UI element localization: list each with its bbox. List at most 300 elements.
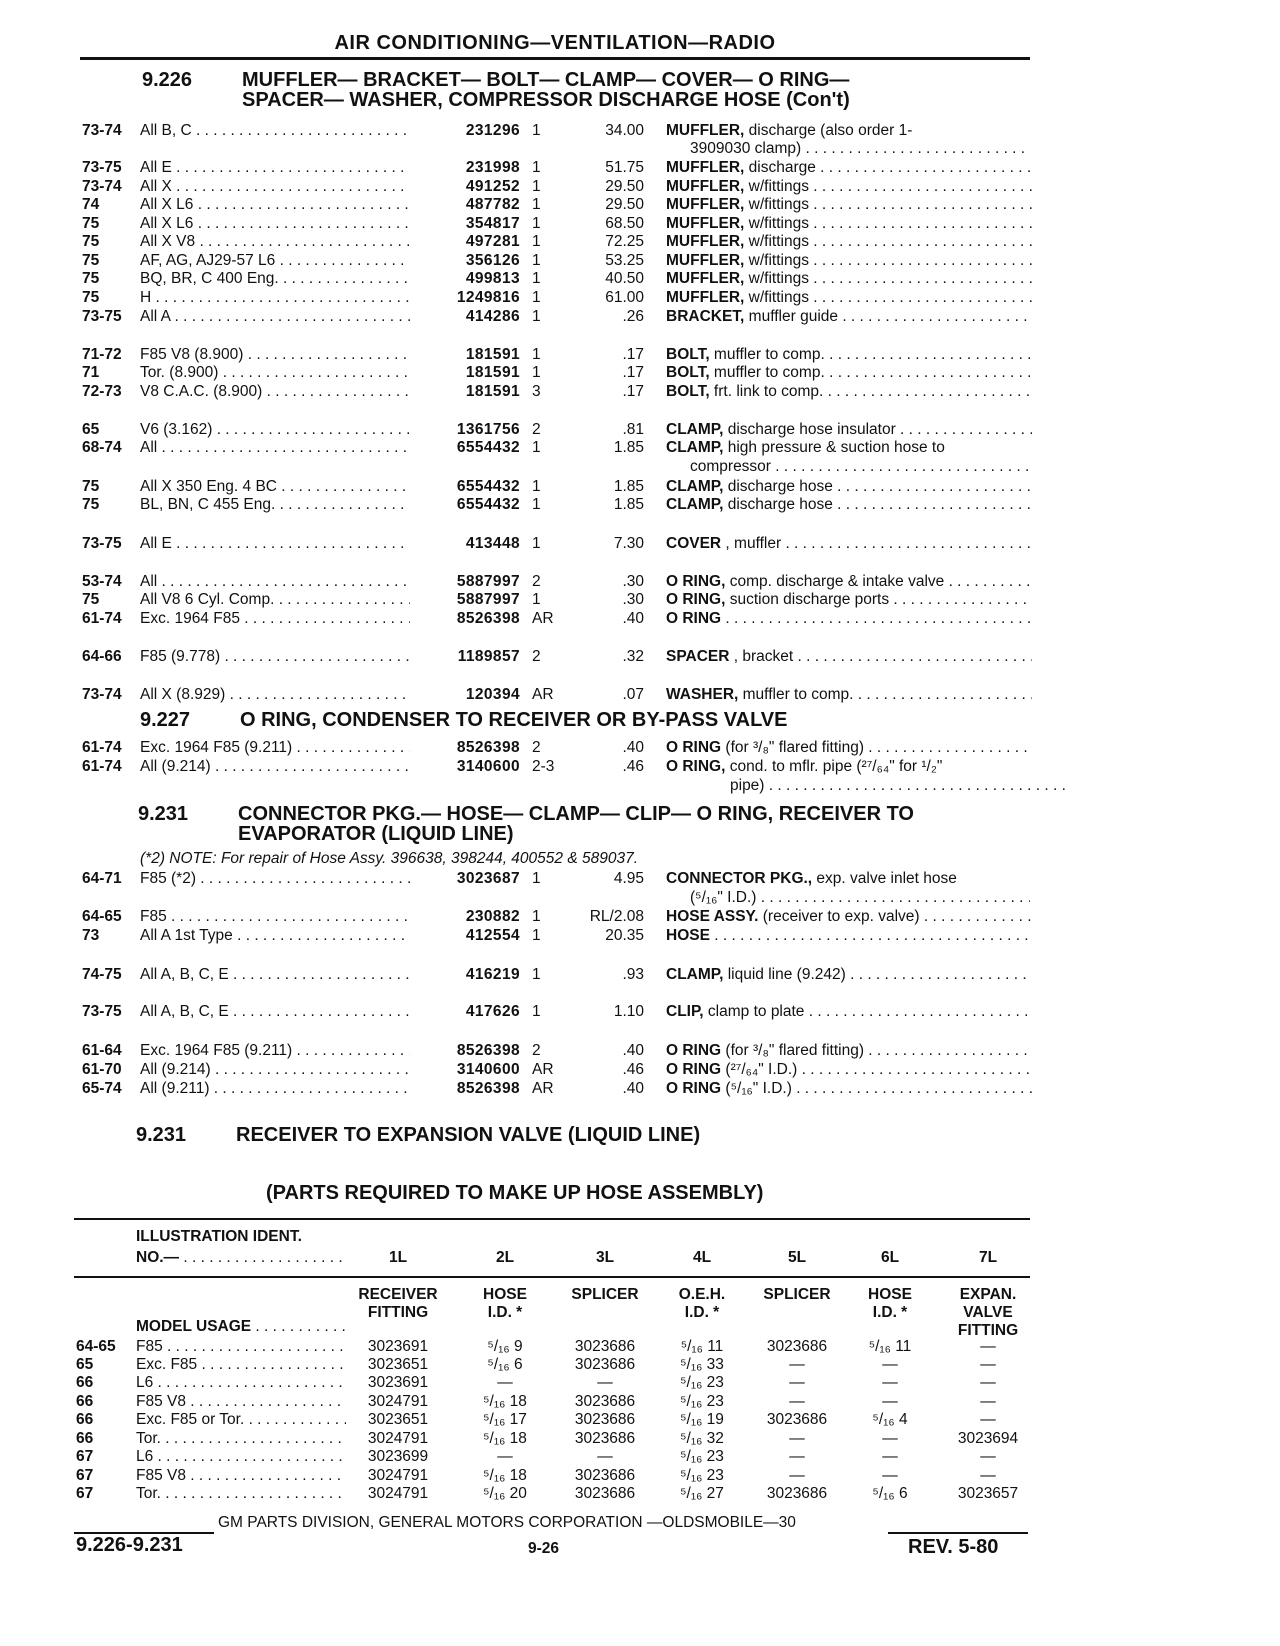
- price: 29.50: [605, 196, 644, 213]
- part-name: MUFFLER,: [666, 196, 745, 213]
- quantity: 2: [532, 573, 541, 590]
- quantity: 1: [532, 122, 541, 139]
- table-subtitle: (PARTS REQUIRED TO MAKE UP HOSE ASSEMBLY): [266, 1182, 764, 1204]
- part-detail: cond. to mflr. pipe (²⁷/₆₄" for ¹/₂": [725, 758, 943, 775]
- part-number: 1361756: [456, 421, 520, 438]
- model-application: All X 350 Eng. 4 BC . . .: [140, 477, 410, 496]
- quantity: 1: [532, 478, 541, 495]
- column-subheader: HOSE I.D. *: [483, 1286, 527, 1321]
- quantity: 2: [532, 648, 541, 665]
- section-title: MUFFLER— BRACKET— BOLT— CLAMP— COVER— O RING—: [242, 69, 850, 91]
- cell-4l: ⁵/₁₆ 11: [680, 1338, 724, 1355]
- quantity: 1: [532, 178, 541, 195]
- part-detail: muffler to comp.: [709, 364, 825, 381]
- part-number: 5887997: [456, 591, 520, 608]
- part-description: [666, 869, 1032, 888]
- model-year: 68-74: [82, 439, 122, 456]
- model-usage: Exc. F85 . . .: [136, 1356, 346, 1374]
- part-description: [666, 965, 1032, 984]
- model-application: BQ, BR, C 400 Eng. . . .: [140, 269, 410, 288]
- part-name: O RING: [666, 610, 722, 627]
- price: 68.50: [605, 215, 644, 232]
- model-application: All . . .: [140, 572, 410, 591]
- part-name: O RING,: [666, 591, 726, 608]
- cell-1l: 3023699: [367, 1448, 429, 1465]
- cell-6l: ⁵/₁₆ 11: [868, 1338, 912, 1355]
- part-number: 491252: [465, 178, 520, 195]
- quantity: 2: [532, 739, 541, 756]
- model-usage: F85 V8 . . .: [136, 1393, 346, 1411]
- part-row: [0, 307, 1280, 326]
- section-title-cont: SPACER— WASHER, COMPRESSOR DISCHARGE HOSE (Con't): [242, 89, 850, 111]
- cell-5l: 3023686: [766, 1411, 828, 1428]
- cell-7l: —: [980, 1448, 996, 1465]
- cell-6l: —: [882, 1374, 898, 1391]
- part-name: COVER: [666, 535, 722, 552]
- column-subheader: EXPAN. VALVE FITTING: [957, 1286, 1019, 1339]
- column-2l: 2L: [495, 1249, 515, 1266]
- cell-3l: 3023686: [574, 1485, 636, 1502]
- description-continuation: pipe) . . .: [730, 776, 1070, 795]
- cell-5l: —: [789, 1374, 805, 1391]
- quantity: AR: [532, 686, 554, 703]
- part-row: [0, 869, 1280, 888]
- quantity: 1: [532, 289, 541, 306]
- cell-4l: ⁵/₁₆ 23: [680, 1467, 724, 1484]
- model-year: 71-72: [82, 346, 122, 363]
- cell-6l: —: [882, 1467, 898, 1484]
- part-detail: muffler guide: [744, 308, 839, 325]
- part-row: [0, 177, 1280, 196]
- quantity: 1: [532, 159, 541, 176]
- part-number: 487782: [465, 196, 520, 213]
- price: .26: [622, 308, 644, 325]
- part-name: MUFFLER,: [666, 252, 745, 269]
- part-row: [0, 121, 1280, 140]
- price: 1.85: [613, 496, 644, 513]
- model-application: Tor. (8.900) . . .: [140, 363, 410, 382]
- cell-5l: —: [789, 1356, 805, 1373]
- cell-1l: 3023651: [367, 1411, 429, 1428]
- ident-no-label: NO.— . . .: [136, 1249, 346, 1267]
- model-application: F85 (9.778) . . .: [140, 647, 410, 666]
- part-detail: (for ³/₈" flared fitting): [721, 1042, 864, 1059]
- part-row: [0, 363, 1280, 382]
- model-usage: L6 . . .: [136, 1374, 346, 1392]
- part-row: [0, 907, 1280, 926]
- section-title: CONNECTOR PKG.— HOSE— CLAMP— CLIP— O RING, RECEIVER TO: [238, 803, 914, 825]
- model-year: 67: [76, 1485, 94, 1502]
- price: 1.85: [613, 478, 644, 495]
- model-year: 65: [82, 421, 100, 438]
- cell-5l: 3023686: [766, 1338, 828, 1355]
- model-year: 75: [82, 215, 100, 232]
- part-row: [0, 495, 1280, 514]
- part-description: [666, 685, 1032, 704]
- part-description: [666, 1079, 1032, 1098]
- part-name: O RING: [666, 1042, 722, 1059]
- part-detail: discharge: [744, 159, 816, 176]
- part-description: [666, 572, 1032, 591]
- part-number: 8526398: [456, 1042, 520, 1059]
- part-row: [0, 232, 1280, 251]
- cell-6l: —: [882, 1356, 898, 1373]
- hose-table-row: [0, 1448, 1280, 1466]
- part-name: MUFFLER,: [666, 289, 745, 306]
- model-application: All B, C . . .: [140, 121, 410, 140]
- cell-3l: —: [597, 1374, 613, 1391]
- part-detail: muffler to comp.: [709, 346, 825, 363]
- model-year: 73-74: [82, 686, 122, 703]
- footer-section-range: 9.226-9.231: [76, 1534, 183, 1556]
- cell-6l: —: [882, 1448, 898, 1465]
- part-row: [0, 647, 1280, 666]
- part-name: BOLT,: [666, 383, 710, 400]
- cell-2l: ⁵/₁₆ 9: [487, 1338, 523, 1355]
- cell-1l: 3024791: [367, 1485, 429, 1502]
- part-detail: (⁵/₁₆" I.D.): [721, 1080, 792, 1097]
- part-number: 181591: [465, 383, 520, 400]
- part-name: CLAMP,: [666, 421, 724, 438]
- cell-2l: ⁵/₁₆ 17: [483, 1411, 527, 1428]
- quantity: 1: [532, 870, 541, 887]
- cell-2l: ⁵/₁₆ 18: [483, 1393, 527, 1410]
- part-name: O RING: [666, 1080, 722, 1097]
- part-description: [666, 251, 1032, 270]
- part-detail: (receiver to exp. valve): [758, 908, 920, 925]
- part-description: [666, 1041, 1032, 1060]
- cell-1l: 3024791: [367, 1467, 429, 1484]
- part-description: [666, 214, 1032, 233]
- part-row: [0, 382, 1280, 401]
- column-6l: 6L: [880, 1249, 900, 1266]
- price: 1.10: [613, 1003, 644, 1020]
- footer-rule-right: [888, 1532, 1028, 1534]
- cell-4l: ⁵/₁₆ 19: [680, 1411, 724, 1428]
- quantity: 1: [532, 496, 541, 513]
- part-detail: exp. valve inlet hose: [812, 870, 957, 887]
- description-continuation: 3909030 clamp) . . .: [690, 139, 1030, 158]
- model-application: AF, AG, AJ29-57 L6 . . .: [140, 251, 410, 270]
- column-1l: 1L: [388, 1249, 408, 1266]
- quantity: 1: [532, 233, 541, 250]
- quantity: 1: [532, 308, 541, 325]
- part-row: [0, 1060, 1280, 1079]
- model-year: 75: [82, 478, 100, 495]
- part-name: MUFFLER,: [666, 233, 745, 250]
- model-year: 67: [76, 1467, 94, 1484]
- footer-publisher: GM PARTS DIVISION, GENERAL MOTORS CORPORATION —OLDSMOBILE—30: [218, 1514, 796, 1531]
- quantity: 2-3: [532, 758, 555, 775]
- model-year: 74-75: [82, 966, 122, 983]
- quantity: 1: [532, 591, 541, 608]
- part-description: [666, 1002, 1032, 1021]
- model-year: 75: [82, 496, 100, 513]
- part-name: CONNECTOR PKG.,: [666, 870, 813, 887]
- model-year: 61-64: [82, 1042, 122, 1059]
- part-name: HOSE ASSY.: [666, 908, 759, 925]
- part-row: [0, 288, 1280, 307]
- page-number: 9-26: [528, 1540, 560, 1557]
- cell-3l: —: [597, 1448, 613, 1465]
- price: .81: [622, 421, 644, 438]
- model-year: 61-74: [82, 610, 122, 627]
- cell-3l: 3023686: [574, 1356, 636, 1373]
- part-name: CLAMP,: [666, 496, 724, 513]
- column-5l: 5L: [787, 1249, 807, 1266]
- model-usage: Exc. F85 or Tor. . . .: [136, 1411, 346, 1429]
- price: 72.25: [605, 233, 644, 250]
- model-year: 75: [82, 252, 100, 269]
- price: .30: [622, 591, 644, 608]
- part-number: 1189857: [457, 648, 520, 665]
- part-description: [666, 926, 1032, 945]
- part-row: [0, 757, 1280, 776]
- cell-7l: —: [980, 1356, 996, 1373]
- part-detail: w/fittings: [744, 289, 809, 306]
- part-number: 8526398: [456, 739, 520, 756]
- column-subheader: HOSE I.D. *: [868, 1286, 912, 1321]
- model-application: All X (8.929) . . .: [140, 685, 410, 704]
- model-year: 64-71: [82, 870, 122, 887]
- model-usage-label: MODEL USAGE . . .: [136, 1318, 346, 1336]
- cell-2l: —: [497, 1448, 513, 1465]
- part-detail: w/fittings: [744, 178, 809, 195]
- part-detail: w/fittings: [744, 196, 809, 213]
- part-detail: , muffler: [721, 535, 782, 552]
- quantity: 1: [532, 270, 541, 287]
- quantity: 3: [532, 383, 541, 400]
- model-application: All X L6 . . .: [140, 195, 410, 214]
- part-number: 8526398: [456, 1080, 520, 1097]
- part-row: [0, 477, 1280, 496]
- model-application: All A, B, C, E . . .: [140, 1002, 410, 1021]
- model-usage: L6 . . .: [136, 1448, 346, 1466]
- part-name: MUFFLER,: [666, 270, 745, 287]
- part-detail: frt. link to comp.: [709, 383, 824, 400]
- price: .40: [622, 1080, 644, 1097]
- part-number: 414286: [465, 308, 520, 325]
- cell-3l: 3023686: [574, 1411, 636, 1428]
- part-row: [0, 609, 1280, 628]
- part-detail: liquid line (9.242): [723, 966, 846, 983]
- part-row: [0, 438, 1280, 457]
- part-detail: w/fittings: [744, 233, 809, 250]
- quantity: 1: [532, 439, 541, 456]
- description-continuation: compressor . . .: [690, 457, 1030, 476]
- column-4l: 4L: [692, 1249, 712, 1266]
- model-application: F85 . . .: [140, 907, 410, 926]
- price: .40: [622, 610, 644, 627]
- part-description: [666, 363, 1032, 382]
- model-application: All (9.214) . . .: [140, 1060, 410, 1079]
- part-number: 3140600: [456, 1061, 520, 1078]
- repair-note: (*2) NOTE: For repair of Hose Assy. 396638, 398244, 400552 & 589037.: [140, 850, 639, 867]
- cell-7l: —: [980, 1338, 996, 1355]
- hose-table-row: [0, 1374, 1280, 1392]
- section-title: RECEIVER TO EXPANSION VALVE (LIQUID LINE): [236, 1124, 701, 1146]
- price: 61.00: [605, 289, 644, 306]
- cell-5l: —: [789, 1448, 805, 1465]
- model-year: 73-75: [82, 1003, 122, 1020]
- table-top-rule: [74, 1218, 1030, 1220]
- model-application: F85 V8 (8.900) . . .: [140, 345, 410, 364]
- cell-4l: ⁵/₁₆ 33: [680, 1356, 724, 1373]
- column-subheader: RECEIVER FITTING: [358, 1286, 438, 1321]
- quantity: 1: [532, 966, 541, 983]
- part-detail: (for ³/₈" flared fitting): [721, 739, 864, 756]
- description-continuation: (⁵/₁₆" I.D.) . . .: [690, 888, 1030, 907]
- part-name: CLAMP,: [666, 439, 724, 456]
- part-description: [666, 382, 1032, 401]
- price: 20.35: [605, 927, 644, 944]
- cell-1l: 3024791: [367, 1393, 429, 1410]
- part-description: [666, 477, 1032, 496]
- cell-4l: ⁵/₁₆ 32: [680, 1430, 724, 1447]
- part-name: O RING,: [666, 573, 726, 590]
- part-detail: , bracket: [729, 648, 794, 665]
- part-detail: suction discharge ports: [725, 591, 890, 608]
- model-year: 73-75: [82, 308, 122, 325]
- model-application: Exc. 1964 F85 (9.211) . . .: [140, 1041, 410, 1060]
- part-row: [0, 1002, 1280, 1021]
- part-number: 120394: [465, 686, 520, 703]
- part-description: [666, 158, 1032, 177]
- section-title: O RING, CONDENSER TO RECEIVER OR BY-PASS VALVE: [240, 709, 788, 731]
- part-description: [666, 269, 1032, 288]
- model-application: All (9.214) . . .: [140, 757, 410, 776]
- model-usage: Tor. . . .: [136, 1430, 346, 1448]
- page-header: AIR CONDITIONING—VENTILATION—RADIO: [334, 32, 776, 54]
- cell-2l: —: [497, 1374, 513, 1391]
- quantity: AR: [532, 610, 554, 627]
- cell-3l: 3023686: [574, 1467, 636, 1484]
- model-year: 75: [82, 591, 100, 608]
- cell-6l: —: [882, 1430, 898, 1447]
- model-application: H . . .: [140, 288, 410, 307]
- part-row: [0, 251, 1280, 270]
- quantity: 1: [532, 927, 541, 944]
- part-name: O RING: [666, 739, 722, 756]
- quantity: 1: [532, 908, 541, 925]
- quantity: 1: [532, 346, 541, 363]
- model-year: 73-74: [82, 122, 122, 139]
- model-application: All (9.211) . . .: [140, 1079, 410, 1098]
- part-name: SPACER: [666, 648, 730, 665]
- part-row: [0, 1079, 1280, 1098]
- cell-5l: —: [789, 1393, 805, 1410]
- cell-4l: ⁵/₁₆ 23: [680, 1393, 724, 1410]
- model-application: All X V8 . . .: [140, 232, 410, 251]
- model-year: 66: [76, 1430, 94, 1447]
- part-row: [0, 158, 1280, 177]
- section-number: 9.231: [136, 1124, 187, 1146]
- model-year: 53-74: [82, 573, 122, 590]
- part-name: HOSE: [666, 927, 710, 944]
- part-number: 6554432: [456, 496, 520, 513]
- model-usage: F85 V8 . . .: [136, 1467, 346, 1485]
- part-detail: w/fittings: [744, 270, 809, 287]
- cell-6l: —: [882, 1393, 898, 1410]
- part-detail: w/fittings: [744, 252, 809, 269]
- part-name: MUFFLER,: [666, 159, 745, 176]
- column-subheader: O.E.H. I.D. *: [678, 1286, 726, 1321]
- cell-7l: —: [980, 1374, 996, 1391]
- cell-7l: 3023694: [957, 1430, 1019, 1447]
- section-title-cont: EVAPORATOR (LIQUID LINE): [238, 823, 514, 845]
- quantity: 2: [532, 421, 541, 438]
- part-name: BOLT,: [666, 364, 710, 381]
- part-number: 1249816: [456, 289, 520, 306]
- quantity: 1: [532, 535, 541, 552]
- model-year: 64-66: [82, 648, 122, 665]
- model-usage: F85 . . .: [136, 1338, 346, 1356]
- hose-table-row: [0, 1430, 1280, 1448]
- cell-1l: 3023691: [367, 1374, 429, 1391]
- model-year: 73-74: [82, 178, 122, 195]
- model-year: 75: [82, 233, 100, 250]
- part-description: [666, 177, 1032, 196]
- model-application: Exc. 1964 F85 . . .: [140, 609, 410, 628]
- cell-4l: ⁵/₁₆ 23: [680, 1448, 724, 1465]
- part-number: 181591: [465, 346, 520, 363]
- quantity: AR: [532, 1061, 554, 1078]
- revision-label: REV. 5-80: [908, 1536, 999, 1558]
- model-year: 61-70: [82, 1061, 122, 1078]
- price: 53.25: [605, 252, 644, 269]
- model-application: All X . . .: [140, 177, 410, 196]
- model-year: 75: [82, 270, 100, 287]
- model-year: 73: [82, 927, 100, 944]
- cell-2l: ⁵/₁₆ 18: [483, 1467, 527, 1484]
- model-application: All A . . .: [140, 307, 410, 326]
- model-year: 64-65: [82, 908, 122, 925]
- price: 51.75: [605, 159, 644, 176]
- cell-5l: —: [789, 1467, 805, 1484]
- part-detail: discharge (also order 1-: [744, 122, 913, 139]
- section-number: 9.226: [142, 69, 193, 91]
- price: RL/2.08: [589, 908, 644, 925]
- part-detail: discharge hose: [723, 478, 833, 495]
- model-application: All V8 6 Cyl. Comp. . . .: [140, 590, 410, 609]
- model-year: 66: [76, 1411, 94, 1428]
- cell-6l: ⁵/₁₆ 4: [872, 1411, 908, 1428]
- ident-label: ILLUSTRATION IDENT.: [136, 1228, 302, 1245]
- part-description: [666, 345, 1032, 364]
- part-description: [666, 495, 1032, 514]
- part-row: [0, 738, 1280, 757]
- price: 29.50: [605, 178, 644, 195]
- part-description: [666, 647, 1032, 666]
- header-rule: [80, 57, 1030, 60]
- column-7l: 7L: [978, 1249, 998, 1266]
- price: 40.50: [605, 270, 644, 287]
- cell-5l: 3023686: [766, 1485, 828, 1502]
- price: .93: [622, 966, 644, 983]
- section-number: 9.231: [138, 803, 189, 825]
- model-application: Exc. 1964 F85 (9.211) . . .: [140, 738, 410, 757]
- part-number: 499813: [465, 270, 520, 287]
- model-year: 73-75: [82, 159, 122, 176]
- part-detail: discharge hose insulator: [723, 421, 896, 438]
- quantity: 1: [532, 364, 541, 381]
- cell-1l: 3023651: [367, 1356, 429, 1373]
- quantity: 1: [532, 215, 541, 232]
- model-application: All A 1st Type . . .: [140, 926, 410, 945]
- part-row: [0, 926, 1280, 945]
- model-year: 72-73: [82, 383, 122, 400]
- cell-6l: ⁵/₁₆ 6: [872, 1485, 908, 1502]
